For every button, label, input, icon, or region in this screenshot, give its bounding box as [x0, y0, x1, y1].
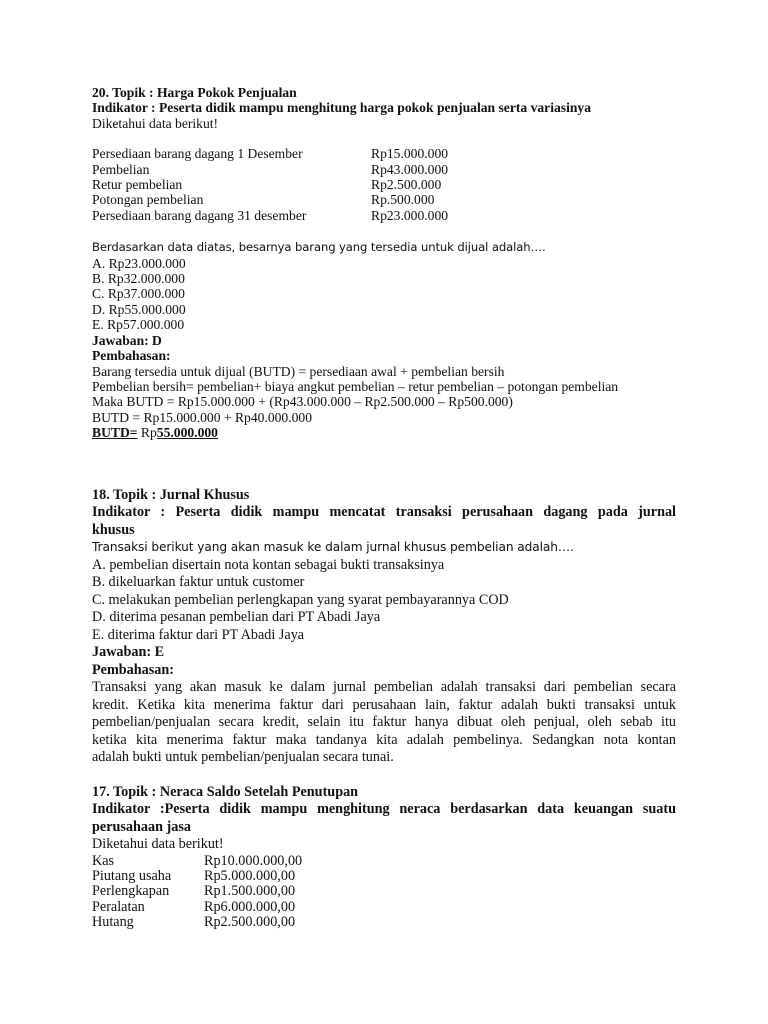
- pembahasan-line: BUTD = Rp15.000.000 + Rp40.000.000: [92, 409, 313, 425]
- data-row: Piutang usaha Rp5.000.000,00: [92, 867, 296, 884]
- option: C. Rp37.000.000: [92, 286, 185, 302]
- data-row: Persediaan barang dagang 1 Desember Rp15.000.000: [92, 146, 449, 162]
- data-row: Kas Rp10.000.000,00: [92, 852, 303, 869]
- data-row: Retur pembelian Rp2.500.000: [92, 177, 442, 193]
- question-text: Transaksi berikut yang akan masuk ke dalam jurnal khusus pembelian adalah….: [92, 540, 574, 555]
- section-title: 18. Topik : Jurnal Khusus: [92, 486, 250, 503]
- pembahasan-paragraph: Transaksi yang akan masuk ke dalam jurnal pembelian adalah transaksi dari pembelian secara kredit. Ketika kita menerima faktur dari perusahaan lain, faktur adalah bukti transaksi untuk pembelian/penjualan secara kredit, selain itu faktur hanya dibuat oleh penjual, oleh sebab itu ketika kita menerima faktur maka tandanya kita adalah pembelinya. Sedangkan nota kontan adalah bukti untuk pembelian/penjualan secara tunai.: [92, 679, 676, 766]
- data-list: [92, 146, 676, 223]
- section-20: [92, 85, 676, 441]
- question-text: Berdasarkan data diatas, besarnya barang yang tersedia untuk dijual adalah….: [92, 240, 546, 255]
- section-17: [92, 784, 676, 931]
- option: B. dikeluarkan faktur untuk customer: [92, 574, 305, 591]
- indikator: Indikator : Peserta didik mampu menghitung harga pokok penjualan serta variasinya: [92, 100, 592, 116]
- option: B. Rp32.000.000: [92, 271, 185, 287]
- section-title: 17. Topik : Neraca Saldo Setelah Penutupan: [92, 783, 359, 800]
- answer: Jawaban: E: [92, 644, 165, 661]
- data-row: Peralatan Rp6.000.000,00: [92, 898, 296, 915]
- option: D. Rp55.000.000: [92, 301, 186, 317]
- pembahasan-label: Pembahasan:: [92, 348, 171, 364]
- final-answer: BUTD= Rp55.000.000: [92, 425, 218, 441]
- options-list: [92, 256, 676, 333]
- data-row: Hutang Rp2.500.000,00: [92, 914, 296, 931]
- data-row: Pembelian Rp43.000.000: [92, 161, 449, 177]
- options-list: [92, 557, 676, 645]
- indikator: Indikator : Peserta didik mampu mencatat transaksi perusahaan dagang pada jurnal: [92, 504, 676, 521]
- option: A. Rp23.000.000: [92, 255, 186, 271]
- pembahasan-label: Pembahasan:: [92, 661, 174, 678]
- intro-text: Diketahui data berikut!: [92, 115, 219, 131]
- data-list: [92, 854, 676, 931]
- intro-text: Diketahui data berikut!: [92, 836, 224, 853]
- answer: Jawaban: D: [92, 332, 162, 348]
- indikator-continued: khusus: [92, 521, 135, 538]
- data-row: Persediaan barang dagang 31 desember Rp23.000.000: [92, 207, 449, 223]
- section-title: 20. Topik : Harga Pokok Penjualan: [92, 85, 297, 100]
- option: C. melakukan pembelian perlengkapan yang syarat pembayarannya COD: [92, 591, 509, 608]
- pembahasan-line: Pembelian bersih= pembelian+ biaya angkut pembelian – retur pembelian – potongan pembelian: [92, 378, 619, 394]
- document-page: [92, 85, 676, 931]
- pembahasan-line: Maka BUTD = Rp15.000.000 + (Rp43.000.000 – Rp2.500.000 – Rp500.000): [92, 394, 513, 410]
- option: A. pembelian disertain nota kontan sebagai bukti transaksinya: [92, 556, 445, 573]
- indikator: Indikator :Peserta didik mampu menghitung neraca berdasarkan data keuangan suatu: [92, 801, 676, 818]
- data-row: Perlengkapan Rp1.500.000,00: [92, 883, 296, 900]
- option: E. diterima faktur dari PT Abadi Jaya: [92, 626, 305, 643]
- pembahasan-line: Barang tersedia untuk dijual (BUTD) = persediaan awal + pembelian bersih: [92, 363, 505, 379]
- option: D. diterima pesanan pembelian dari PT Abadi Jaya: [92, 609, 381, 626]
- option: E. Rp57.000.000: [92, 317, 185, 333]
- section-18: [92, 487, 676, 767]
- indikator-continued: perusahaan jasa: [92, 818, 191, 835]
- data-row: Potongan pembelian Rp.500.000: [92, 192, 435, 208]
